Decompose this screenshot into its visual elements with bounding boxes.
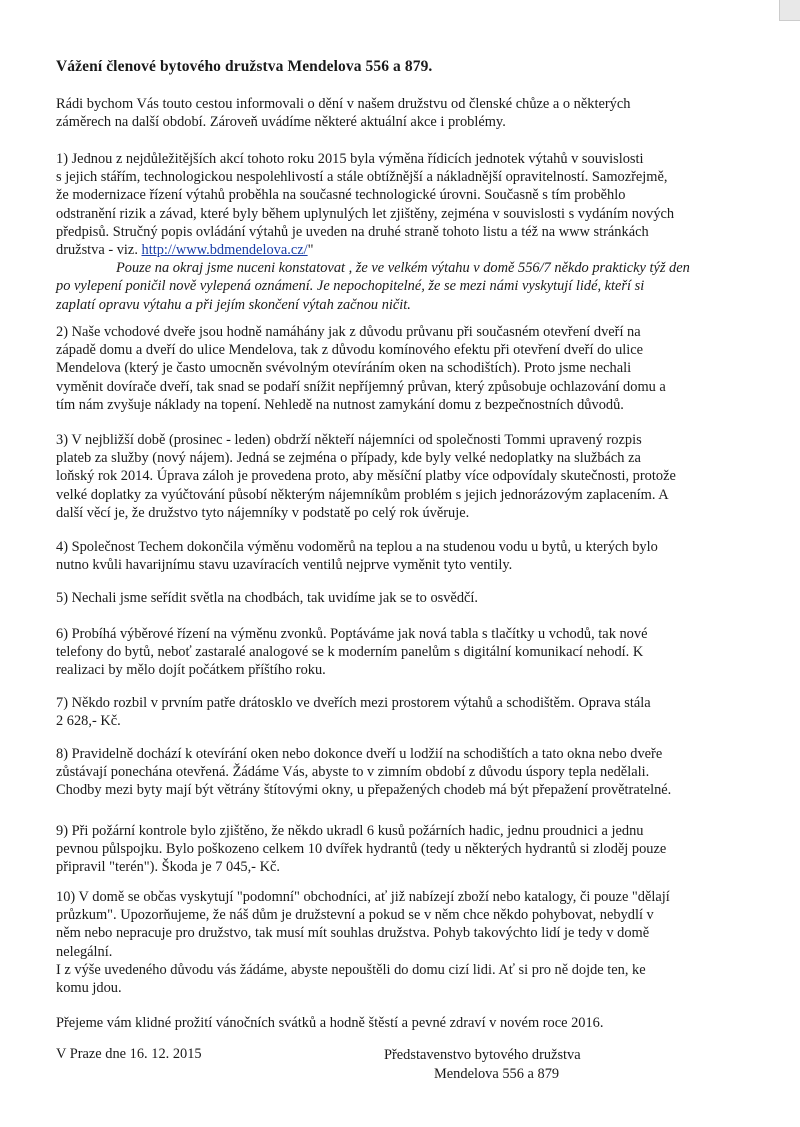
paragraph-9 (56, 822, 722, 877)
intro-line: Rádi bychom Vás touto cestou informovali o dění v našem družstvu od členské chůze a o některých (56, 96, 631, 112)
p6-line: 6) Probíhá výběrové řízení na výměnu zvonků. Poptáváme jak nová tabla s tlačítky u vchodů, tak nové (56, 626, 648, 642)
p8-line: 8) Pravidelně dochází k otevírání oken nebo dokonce dveří u lodžií na schodištích a tato okna nebo dveře (56, 746, 663, 762)
p1-line: 1) Jednou z nejdůležitějších akcí tohoto roku 2015 byla výměna řídicích jednotek výtahů v souvislosti (56, 151, 644, 167)
p1-italic-line: zaplatí opravu výtahu a při jejím skončení výtah začnou ničit. (56, 296, 411, 313)
letter-heading: Vážení členové bytového družstva Mendelova 556 a 879. (56, 58, 433, 75)
p1-line: s jejich stářím, technologickou nespolehlivostí a stále obtížnější a nákladnější opravitelností. Samozřejmě, (56, 169, 668, 186)
p1-last-suffix: " (307, 242, 314, 259)
p10-line: I z výše uvedeného důvodu vás žádáme, abyste nepouštěli do domu cizí lidi. Ať si pro ně dojde ten, ke (56, 961, 646, 978)
signature-line-2: Mendelova 556 a 879 (434, 1066, 560, 1082)
p2-line: tím nám zvyšuje náklady na topení. Nehledě na nutnost zamykání domu z bezpečnostních důvodů. (56, 396, 624, 413)
p1-line: že modernizace řízení výtahů proběhla na současné technologické úrovni. Současně s tím proběhlo (56, 187, 626, 204)
wishes-paragraph (56, 1014, 722, 1032)
p10-line: průzkum". Upozorňujeme, že náš dům je družstevní a pokud se v něm chce někdo pohybovat, nebydlí v (56, 907, 654, 924)
p3-line: 3) V nejbližší době (prosinec - leden) obdrží někteří nájemníci od společnosti Tommi upravený rozpis (56, 432, 642, 448)
paragraph-6 (56, 625, 722, 680)
p3-line: loňský rok 2014. Úprava záloh je provedena proto, aby měsíční platby více odpovídaly skutečnosti, protože (56, 468, 676, 485)
p8-line: Chodby mezi byty mají být větrány štítovými okny, u přepažených chodeb má být přepažení provětratelné. (56, 782, 672, 799)
scan-corner (779, 0, 800, 21)
p7-line: 7) Někdo rozbil v prvním patře drátosklo ve dveřích mezi prostorem výtahů a schodištěm. Oprava stála (56, 695, 651, 711)
p7-line: 2 628,- Kč. (56, 713, 121, 730)
p1-italic-line: po vylepení poničil nově vylepená oznámení. Je nepochopitelné, že se mezi námi vyskytují lidé, kteří si (56, 278, 645, 295)
p10-line: 10) V domě se občas vyskytují "podomní" obchodníci, ať již nabízejí zboží nebo katalogy, či pouze "dělají (56, 889, 670, 905)
p3-line: další věcí je, že družstvo tyto nájemníky v podstatě po celý rok úvěruje. (56, 504, 470, 521)
p4-line: nutno kvůli havarijnímu stavu uzavíracích ventilů nejprve vyměnit tyto ventily. (56, 557, 513, 574)
p1-italic-line: Pouze na okraj jsme nuceni konstatovat , že ve velkém výtahu v domě 556/7 někdo prakticky týž den (116, 260, 690, 277)
p1-last-prefix: družstva - viz. (56, 242, 142, 259)
p10-line: nelegální. (56, 943, 113, 960)
p9-line: připravil "terén"). Škoda je 7 045,- Kč. (56, 859, 280, 876)
p8-line: zůstávají ponechána otevřená. Žádáme Vás, abyste to v zimním období z důvodu úspory tepla nedělali. (56, 764, 650, 781)
p1-line: předpisů. Stručný popis ovládání výtahů je uveden na druhé straně tohoto listu a též na www stránkách (56, 223, 649, 240)
p9-line: 9) Při požární kontrole bylo zjištěno, že někdo ukradl 6 kusů požárních hadic, jednu proudnici a jednu (56, 823, 644, 839)
p10-line: něm nebo nepracuje pro družstvo, tak musí mít souhlas družstva. Pohyb takovýchto lidí je tedy v domě (56, 925, 650, 942)
paragraph-1 (56, 150, 722, 314)
place-date: V Praze dne 16. 12. 2015 (56, 1046, 202, 1062)
p2-line: 2) Naše vchodové dveře jsou hodně namáhány jak z důvodu průvanu při současném otevření dveří na (56, 324, 641, 340)
p1-line (56, 241, 722, 259)
p2-line: Mendelova (který je často umocněn svévolným otevíráním oken na schodištích). Proto jsme nechali (56, 360, 632, 377)
intro-paragraph (56, 95, 722, 131)
p5-line: 5) Nechali jsme seřídit světla na chodbách, tak uvidíme jak se to osvědčí. (56, 590, 479, 606)
p3-line: plateb za služby (nový nájem). Jedná se zejména o případy, kde byly velké nedoplatky na službách za (56, 450, 641, 467)
p3-line: velké doplatky za vyúčtování působí některým nájemníkům problém s jejich jednorázovým zaplacením. A (56, 486, 669, 503)
p6-line: realizaci by mělo dojít počátkem příštího roku. (56, 662, 326, 679)
paragraph-10 (56, 888, 722, 997)
signature-line-1: Představenstvo bytového družstva (384, 1047, 581, 1063)
website-link[interactable]: http://www.bdmendelova.cz/ (141, 242, 308, 259)
p2-line: vyměnit dovírače dveří, tak snad se podaří snížit nepříjemný průvan, který způsobuje ochlazování domu a (56, 378, 666, 395)
paragraph-7 (56, 694, 722, 730)
p4-line: 4) Společnost Techem dokončila výměnu vodoměrů na teplou a na studenou vodu u bytů, u kterých bylo (56, 539, 658, 555)
paragraph-4 (56, 538, 722, 574)
wishes-line: Přejeme vám klidné prožití vánočních svátků a hodně štěstí a pevné zdraví v novém roce 2016. (56, 1015, 604, 1031)
paragraph-8 (56, 745, 722, 800)
p10-line: komu jdou. (56, 980, 122, 997)
paragraph-3 (56, 431, 722, 522)
p9-line: pevnou půlspojku. Bylo poškozeno celkem 10 dvířek hydrantů (tedy u některých hydrantů si zloděj pouze (56, 841, 667, 858)
paragraph-5 (56, 589, 722, 607)
intro-line: záměrech na další období. Zároveň uvádíme některé aktuální akce i problémy. (56, 114, 506, 131)
p1-line: odstranění rizik a závad, které byly během uplynulých let zjištěny, zejména v souvislosti s vydáním nových (56, 205, 675, 222)
signature-block (384, 1046, 581, 1084)
p2-line: západě domu a dveří do ulice Mendelova, tak z důvodu komínového efektu při otevření dveří do ulice (56, 342, 644, 359)
paragraph-2 (56, 323, 722, 414)
p6-line: telefony do bytů, neboť zastaralé analogové se k moderním panelům s digitální komunikací nehodí. K (56, 644, 644, 661)
